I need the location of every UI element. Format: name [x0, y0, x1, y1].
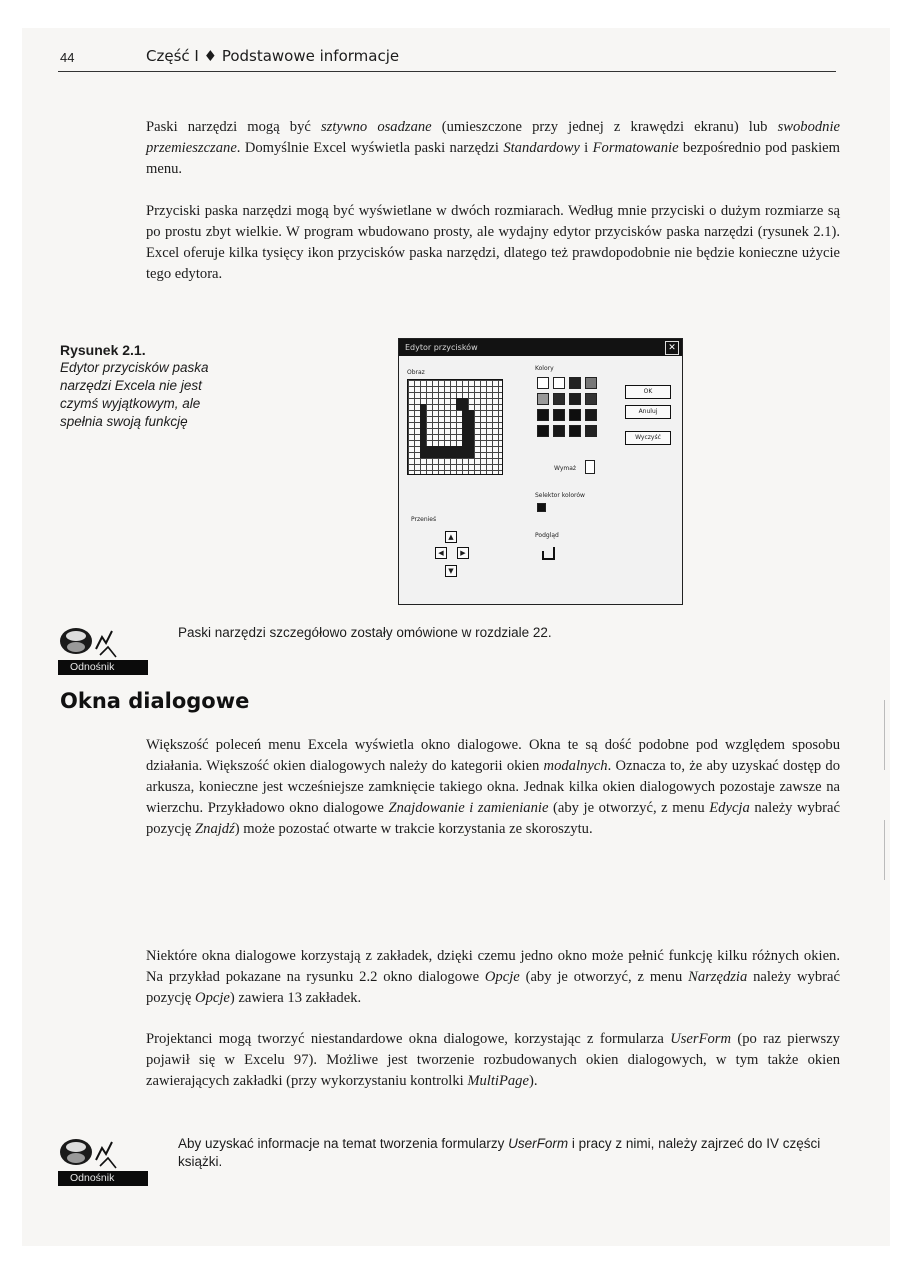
color-swatch[interactable] [569, 425, 581, 437]
color-swatch[interactable] [569, 409, 581, 421]
italic-text-run: Znajdowanie i zamienianie [388, 800, 549, 816]
text-run: . Domyślnie Excel wyświetla paski narzędzi [236, 140, 504, 156]
section-heading: Okna dialogowe [60, 689, 250, 713]
podglad-label: Podgląd [535, 532, 559, 539]
italic-text-run: UserForm [508, 1136, 569, 1151]
ok-button[interactable]: OK [625, 385, 671, 399]
body-paragraph-2 [146, 946, 840, 1009]
color-swatch[interactable] [537, 425, 549, 437]
scan-mark [884, 820, 885, 880]
italic-text-run: Standardowy [503, 140, 580, 156]
text-run: Większość poleceń menu Excela wyświetla okno dialogowe. Okna te są dość podobne pod względem sposobu działania. Większość okien dialogowych należy do kategorii okien [146, 737, 840, 774]
italic-text-run: Opcje [484, 969, 520, 985]
text-run: Przyciski paska narzędzi mogą być wyświetlane w dwóch rozmiarach. Według mnie przyciski o dużym rozmiarze są po prostu zbyt wielkie. W program wbudowano prosty, ale wydajny edytor przycisków paska narzędzi (rysunek 2.1). Excel oferuje kilka tysięcy ikon przycisków paska narzędzi, dlatego też prawdopodobnie nie będzie konieczne użycie tego edytora. [146, 203, 840, 282]
text-run: Paski narzędzi mogą być [146, 119, 321, 135]
text-run: należy wybrać pozycję [146, 800, 840, 837]
italic-text-run: Edycja [709, 800, 750, 816]
italic-text-run: MultiPage [467, 1073, 529, 1089]
color-swatch[interactable] [585, 377, 597, 389]
color-swatch[interactable] [553, 425, 565, 437]
color-swatch[interactable] [585, 425, 597, 437]
color-swatch[interactable] [537, 393, 549, 405]
italic-text-run: Narzędzia [688, 969, 748, 985]
text-run: i [579, 140, 593, 156]
italic-text-run: sztywno osadzane [321, 119, 432, 135]
pointing-hand-on-book-icon [58, 1136, 148, 1174]
arrow-up-icon[interactable]: ▲ [445, 531, 457, 543]
text-run: należy wybrać pozycję [146, 969, 840, 1006]
scan-mark [884, 700, 885, 770]
drawn-pixels [456, 398, 468, 410]
text-run: ) może pozostać otwarte w trakcie korzystania ze skoroszytu. [234, 821, 593, 837]
text-run: . Oznacza to, że aby uzyskać dostęp do arkusza, konieczne jest wcześniejsze zamknięcie takiego okna. Jednak kilka okien dialogowych pozostaje zawsze na wierzchu. Przykładowo okno dialogowe [146, 758, 840, 816]
pointing-hand-on-book-icon [58, 625, 148, 663]
figure-caption [60, 341, 220, 431]
drawn-pixels [420, 404, 426, 446]
selected-color-swatch [537, 503, 546, 512]
color-swatch[interactable] [585, 393, 597, 405]
text-run: ) zawiera 13 zakładek. [229, 990, 362, 1006]
selektor-label: Selektor kolorów [535, 492, 585, 499]
italic-text-run: Opcje [195, 990, 230, 1006]
color-swatch[interactable] [569, 377, 581, 389]
color-palette[interactable] [537, 377, 599, 441]
drawn-pixels [462, 410, 474, 452]
xref-note-1: Paski narzędzi szczegółowo zostały omówione w rozdziale 22. [178, 625, 552, 640]
button-editor-dialog [398, 338, 683, 605]
arrow-down-icon[interactable]: ▼ [445, 565, 457, 577]
italic-text-run: Formatowanie [592, 140, 679, 156]
intro-paragraph-1 [146, 117, 840, 180]
preview-icon [541, 545, 557, 561]
przenies-label: Przenieś [411, 516, 437, 523]
italic-text-run: UserForm [670, 1031, 732, 1047]
text-run: Aby uzyskać informacje na temat tworzenia formularzy [178, 1136, 509, 1151]
text-run: (aby je otworzyć, z menu [548, 800, 710, 816]
intro-paragraph-2 [146, 201, 840, 285]
color-swatch[interactable] [553, 393, 565, 405]
italic-text-run: swobodnie przemieszczane [146, 119, 840, 156]
body-paragraph-3 [146, 1029, 840, 1092]
body-paragraph-1 [146, 735, 840, 840]
header-rule [58, 71, 836, 72]
dialog-title: Edytor przycisków [399, 339, 682, 356]
xref-tag: Odnośnik [58, 660, 148, 675]
text-run: bezpośrednio pod paskiem menu. [146, 140, 841, 177]
close-icon[interactable]: ✕ [665, 341, 679, 355]
color-swatch[interactable] [553, 377, 565, 389]
italic-text-run: Znajdź [195, 821, 235, 837]
kolory-label: Kolory [535, 365, 554, 372]
anuluj-button[interactable]: Anuluj [625, 405, 671, 419]
text-run: Projektanci mogą tworzyć niestandardowe okna dialogowe, korzystając z formularza [146, 1031, 671, 1047]
wyczysc-button[interactable]: Wyczyść [625, 431, 671, 445]
xref-note-2 [178, 1135, 838, 1171]
text-run: (aby je otworzyć, z menu [519, 969, 689, 985]
text-run: i pracy z nimi, należy zajrzeć do IV części książki. [178, 1136, 821, 1169]
wymaz-label: Wymaż [554, 465, 577, 472]
erase-swatch[interactable] [585, 460, 595, 474]
color-swatch[interactable] [569, 393, 581, 405]
xref-badge [58, 1136, 148, 1186]
color-swatch[interactable] [537, 409, 549, 421]
figure-label: Rysunek 2.1. [60, 342, 146, 358]
running-head: Część I ♦ Podstawowe informacje [146, 47, 400, 65]
xref-badge [58, 625, 148, 675]
obraz-label: Obraz [407, 369, 425, 376]
color-swatch[interactable] [553, 409, 565, 421]
text-run: ). [528, 1073, 538, 1089]
text-run: (umieszczone przy jednej z krawędzi ekranu) lub [431, 119, 778, 135]
figure-caption-text: Edytor przycisków paska narzędzi Excela nie jest czymś wyjątkowym, ale spełnia swoją funkcję [60, 360, 209, 429]
pixel-grid[interactable] [407, 379, 503, 475]
italic-text-run: modalnych [543, 758, 608, 774]
color-swatch[interactable] [537, 377, 549, 389]
color-swatch[interactable] [585, 409, 597, 421]
arrow-right-icon[interactable]: ▶ [457, 547, 469, 559]
text-run: (po raz pierwszy pojawił się w Excelu 97). Możliwe jest tworzenie rozbudowanych okien dialogowych, w tym także okien zawierających zakładki (przy wykorzystaniu kontrolki [146, 1031, 840, 1089]
arrow-left-icon[interactable]: ◀ [435, 547, 447, 559]
text-run: Niektóre okna dialogowe korzystają z zakładek, dzięki czemu jedno okno może pełnić funkcję kilku różnych okien. Na przykład pokazane na rysunku 2.2 okno dialogowe [146, 948, 840, 985]
xref-tag: Odnośnik [58, 1171, 148, 1186]
page-number: 44 [60, 50, 75, 65]
